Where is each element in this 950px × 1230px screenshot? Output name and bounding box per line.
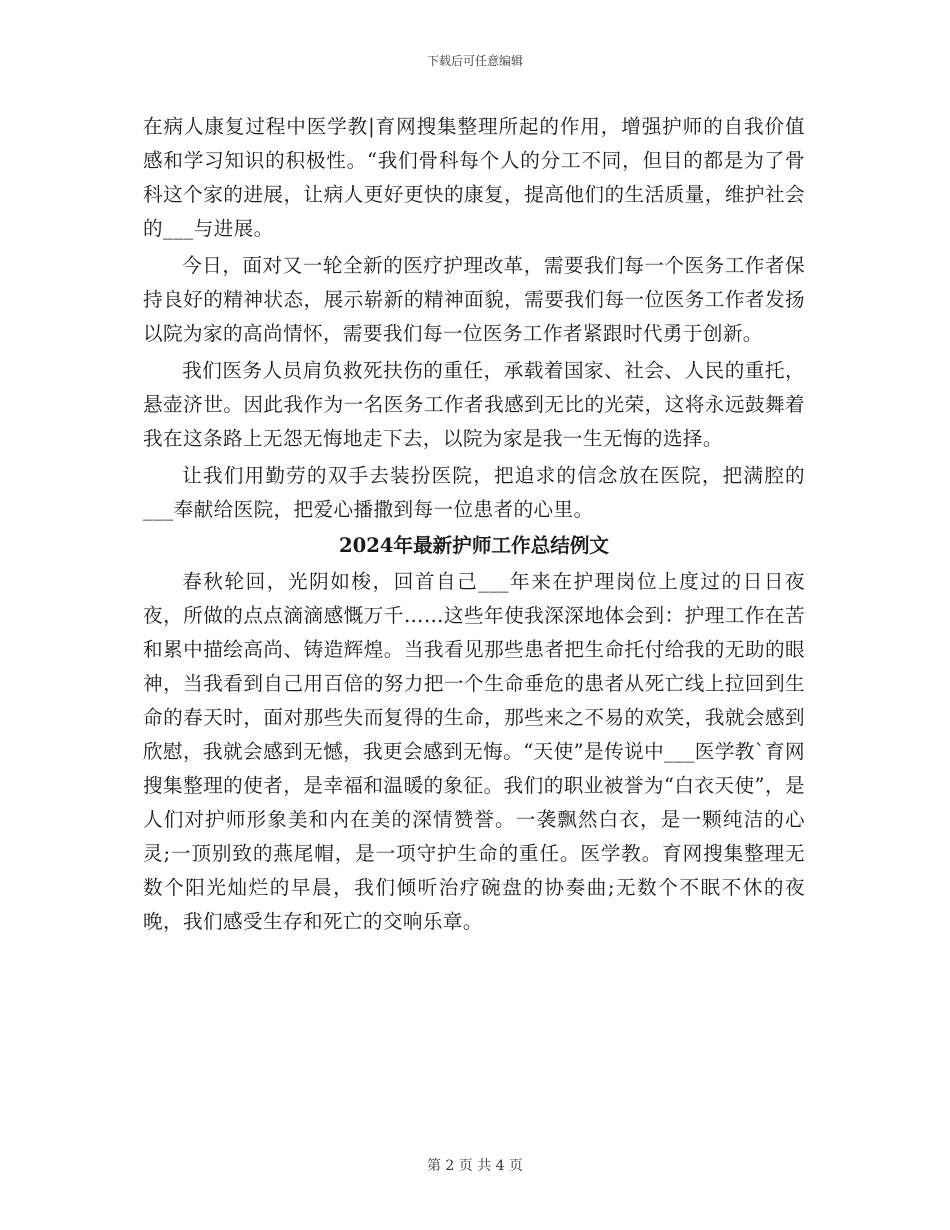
- paragraph: 今日，面对又一轮全新的医疗护理改革，需要我们每一个医务工作者保持良好的精神状态，展示崭新的精神面貌，需要我们每一位医务工作者发扬以院为家的高尚情怀，需要我们每一位医务工作者紧跟时代勇于创新。: [143, 254, 805, 345]
- paragraph: 让我们用勤劳的双手去装扮医院，把追求的信念放在医院，把满腔的___奉献给医院，把爱心播撒到每一位患者的心里。: [143, 464, 805, 521]
- page-footer: 第 2 页 共 4 页: [426, 1158, 524, 1174]
- paragraph: 我们医务人员肩负救死扶伤的重任，承载着国家、社会、人民的重托，悬壶济世。因此我作为一名医务工作者我感到无比的光荣，这将永远鼓舞着我在这条路上无怨无悔地走下去，以院为家是我一生无悔的选择。: [143, 359, 805, 450]
- section-title: 2024年最新护师工作总结例文: [338, 534, 610, 557]
- page-header: 下载后可任意编辑: [426, 54, 523, 68]
- document-body: [143, 110, 805, 939]
- paragraph-continued: 在病人康复过程中医学教|育网搜集整理所起的作用，增强护师的自我价值感和学习知识的积极性。“我们骨科每个人的分工不同，但目的都是为了骨科这个家的进展，让病人更好更快的康复，提高他们的生活质量，维护社会的___与进展。: [143, 115, 805, 240]
- paragraph: 春秋轮回，光阴如梭，回首自己___年来在护理岗位上度过的日日夜夜，所做的点点滴滴感慨万千……这些年使我深深地体会到：护理工作在苦和累中描绘高尚、铸造辉煌。当我看见那些患者把生命托付给我的无助的眼神，当我看到自己用百倍的努力把一个生命垂危的患者从死亡线上拉回到生命的春天时，面对那些失而复得的生命，那些来之不易的欢笑，我就会感到欣慰，我就会感到无憾，我更会感到无悔。“天使”是传说中___医学教`育网搜集整理的使者，是幸福和温暖的象征。我们的职业被誉为“白衣天使”，是人们对护师形象美和内在美的深情赞誉。一袭飘然白衣，是一颗纯洁的心灵;一顶别致的燕尾帽，是一项守护生命的重任。医学教。育网搜集整理无数个阳光灿烂的早晨，我们倾听治疗碗盘的协奏曲;无数个不眠不休的夜晚，我们感受生存和死亡的交响乐章。: [143, 570, 805, 933]
